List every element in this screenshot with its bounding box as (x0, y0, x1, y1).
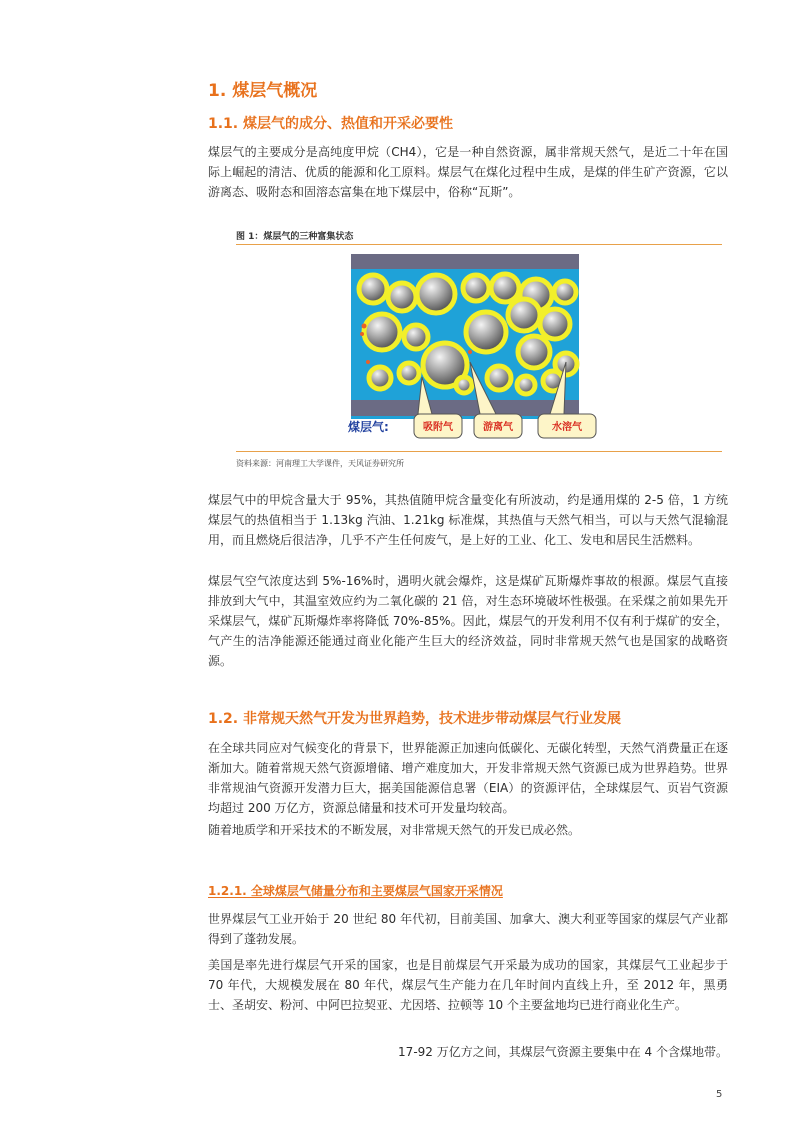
section-title-1-2: 1.2. 非常规天然气开发为世界趋势，技术进步带动煤层气行业发展 (208, 711, 621, 727)
coal-particle (456, 377, 472, 393)
figure-1-source: 资料来源：河南理工大学课件，天风证券研究所 (236, 459, 404, 468)
top-rock-layer (351, 254, 579, 270)
gas-bubble (366, 360, 370, 364)
coal-particle (388, 283, 416, 311)
paragraph-cbm-necessity: 煤层气空气浓度达到 5%-16%时，遇明火就会爆炸，这是煤矿瓦斯爆炸事故的根源。煤层气直接排放到大气中，其温室效应约为二氧化碳的 21 倍，对生态环境破坏性极强。在采煤之前如果先开采煤层气，煤矿瓦斯爆炸率将降低 70%-85%。因此，煤层气的开发利用不仅有利于煤矿的安全，气产生的洁净能源还能通过商业化能产生巨大的经济效益，同时非常规天然气也是国家的战略资源。 (208, 574, 728, 668)
section-title-1-1: 1.1. 煤层气的成分、热值和开采必要性 (208, 116, 453, 132)
gas-bubble (360, 332, 364, 336)
coal-particle (404, 325, 428, 349)
coal-particle (508, 299, 540, 331)
page-number: 5 (716, 1089, 723, 1100)
coal-particles (359, 274, 577, 394)
coal-particle (491, 274, 519, 302)
diagram-label-cbm: 煤层气: (348, 420, 389, 434)
paragraph-cbm-heat-value: 煤层气中的甲烷含量大于 95%，其热值随甲烷含量变化有所波动，约是通用煤的 2-5 倍，1 方统煤层气的热值相当于 1.13kg 汽油、1.21kg 标准煤，其热值与天然气相当，可以与天然气混输混用，而且燃烧后很洁净，几乎不产生任何废气，是上好的工业、化工、发电和居民生活燃料。 (208, 493, 728, 547)
paragraph-cbm-composition: 煤层气的主要成分是高纯度甲烷（CH4），它是一种自然资源，属非常规天然气，是近二十年在国际上崛起的清洁、优质的能源和化工原料。煤层气在煤化过程中生成，是煤的伴生矿产资源，它以游离态、吸附态和固溶态富集在地下煤层中，俗称“瓦斯”。 (208, 145, 728, 199)
coal-particle (540, 309, 570, 339)
figure-bottom-rule (236, 451, 722, 452)
paragraph-world-cbm-industry: 世界煤层气工业开始于 20 世纪 80 年代初，目前美国、加拿大、澳大利亚等国家的煤层气产业都得到了蓬勃发展。 (208, 912, 728, 946)
paragraph-tech-development: 随着地质学和开采技术的不断发展，对非常规天然气的开发已成必然。 (208, 823, 581, 837)
coal-particle (399, 363, 419, 383)
coal-particle (517, 376, 535, 394)
coal-particle (369, 367, 391, 389)
paragraph-global-trend: 在全球共同应对气候变化的背景下，世界能源正加速向低碳化、无碳化转型，天然气消费量正在逐渐加大。随着常规天然气资源增储、增产难度加大，开发非常规天然气资源已成为世界趋势。世界非常规油气资源开发潜力巨大，据美国能源信息署（EIA）的资源评估，全球煤层气、页岩气资源均超过 200 万亿方，资源总储量和技术可开发量均较高。 (208, 741, 728, 815)
coal-particle (359, 275, 387, 303)
label-dissolved-gas: 水溶气 (552, 422, 582, 433)
label-free-gas: 游离气 (483, 422, 513, 433)
figure-1-title: 图 1：煤层气的三种富集状态 (236, 232, 354, 242)
coalbed-methane-diagram (340, 252, 610, 447)
coal-particle (487, 366, 511, 390)
paragraph-us-cbm: 美国是率先进行煤层气开采的国家，也是目前煤层气开采最为成功的国家，其煤层气工业起步于 70 年代，大规模发展在 80 年代，煤层气生产能力在几年时间内直线上升，至 2012 年，黑勇士、圣胡安、粉河、中阿巴拉契亚、尤因塔、拉顿等 10 个主要盆地均已进行商业化生产。 (208, 958, 728, 1012)
label-adsorbed-gas: 吸附气 (423, 422, 453, 433)
paragraph-resource-range: 17-92 万亿方之间，其煤层气资源主要集中在 4 个含煤地带。 (398, 1045, 728, 1059)
coal-particle (463, 275, 489, 301)
section-title-1: 1. 煤层气概况 (208, 81, 318, 101)
coal-particle (466, 312, 506, 352)
coal-particle (554, 281, 576, 303)
gas-bubble (468, 350, 472, 354)
figure-top-rule (236, 244, 722, 245)
coal-particle (417, 275, 455, 313)
coal-particle (518, 336, 550, 368)
coal-particle (364, 314, 400, 350)
gas-bubble (362, 324, 367, 329)
section-title-1-2-1: 1.2.1. 全球煤层气储量分布和主要煤层气国家开采情况 (208, 884, 503, 898)
